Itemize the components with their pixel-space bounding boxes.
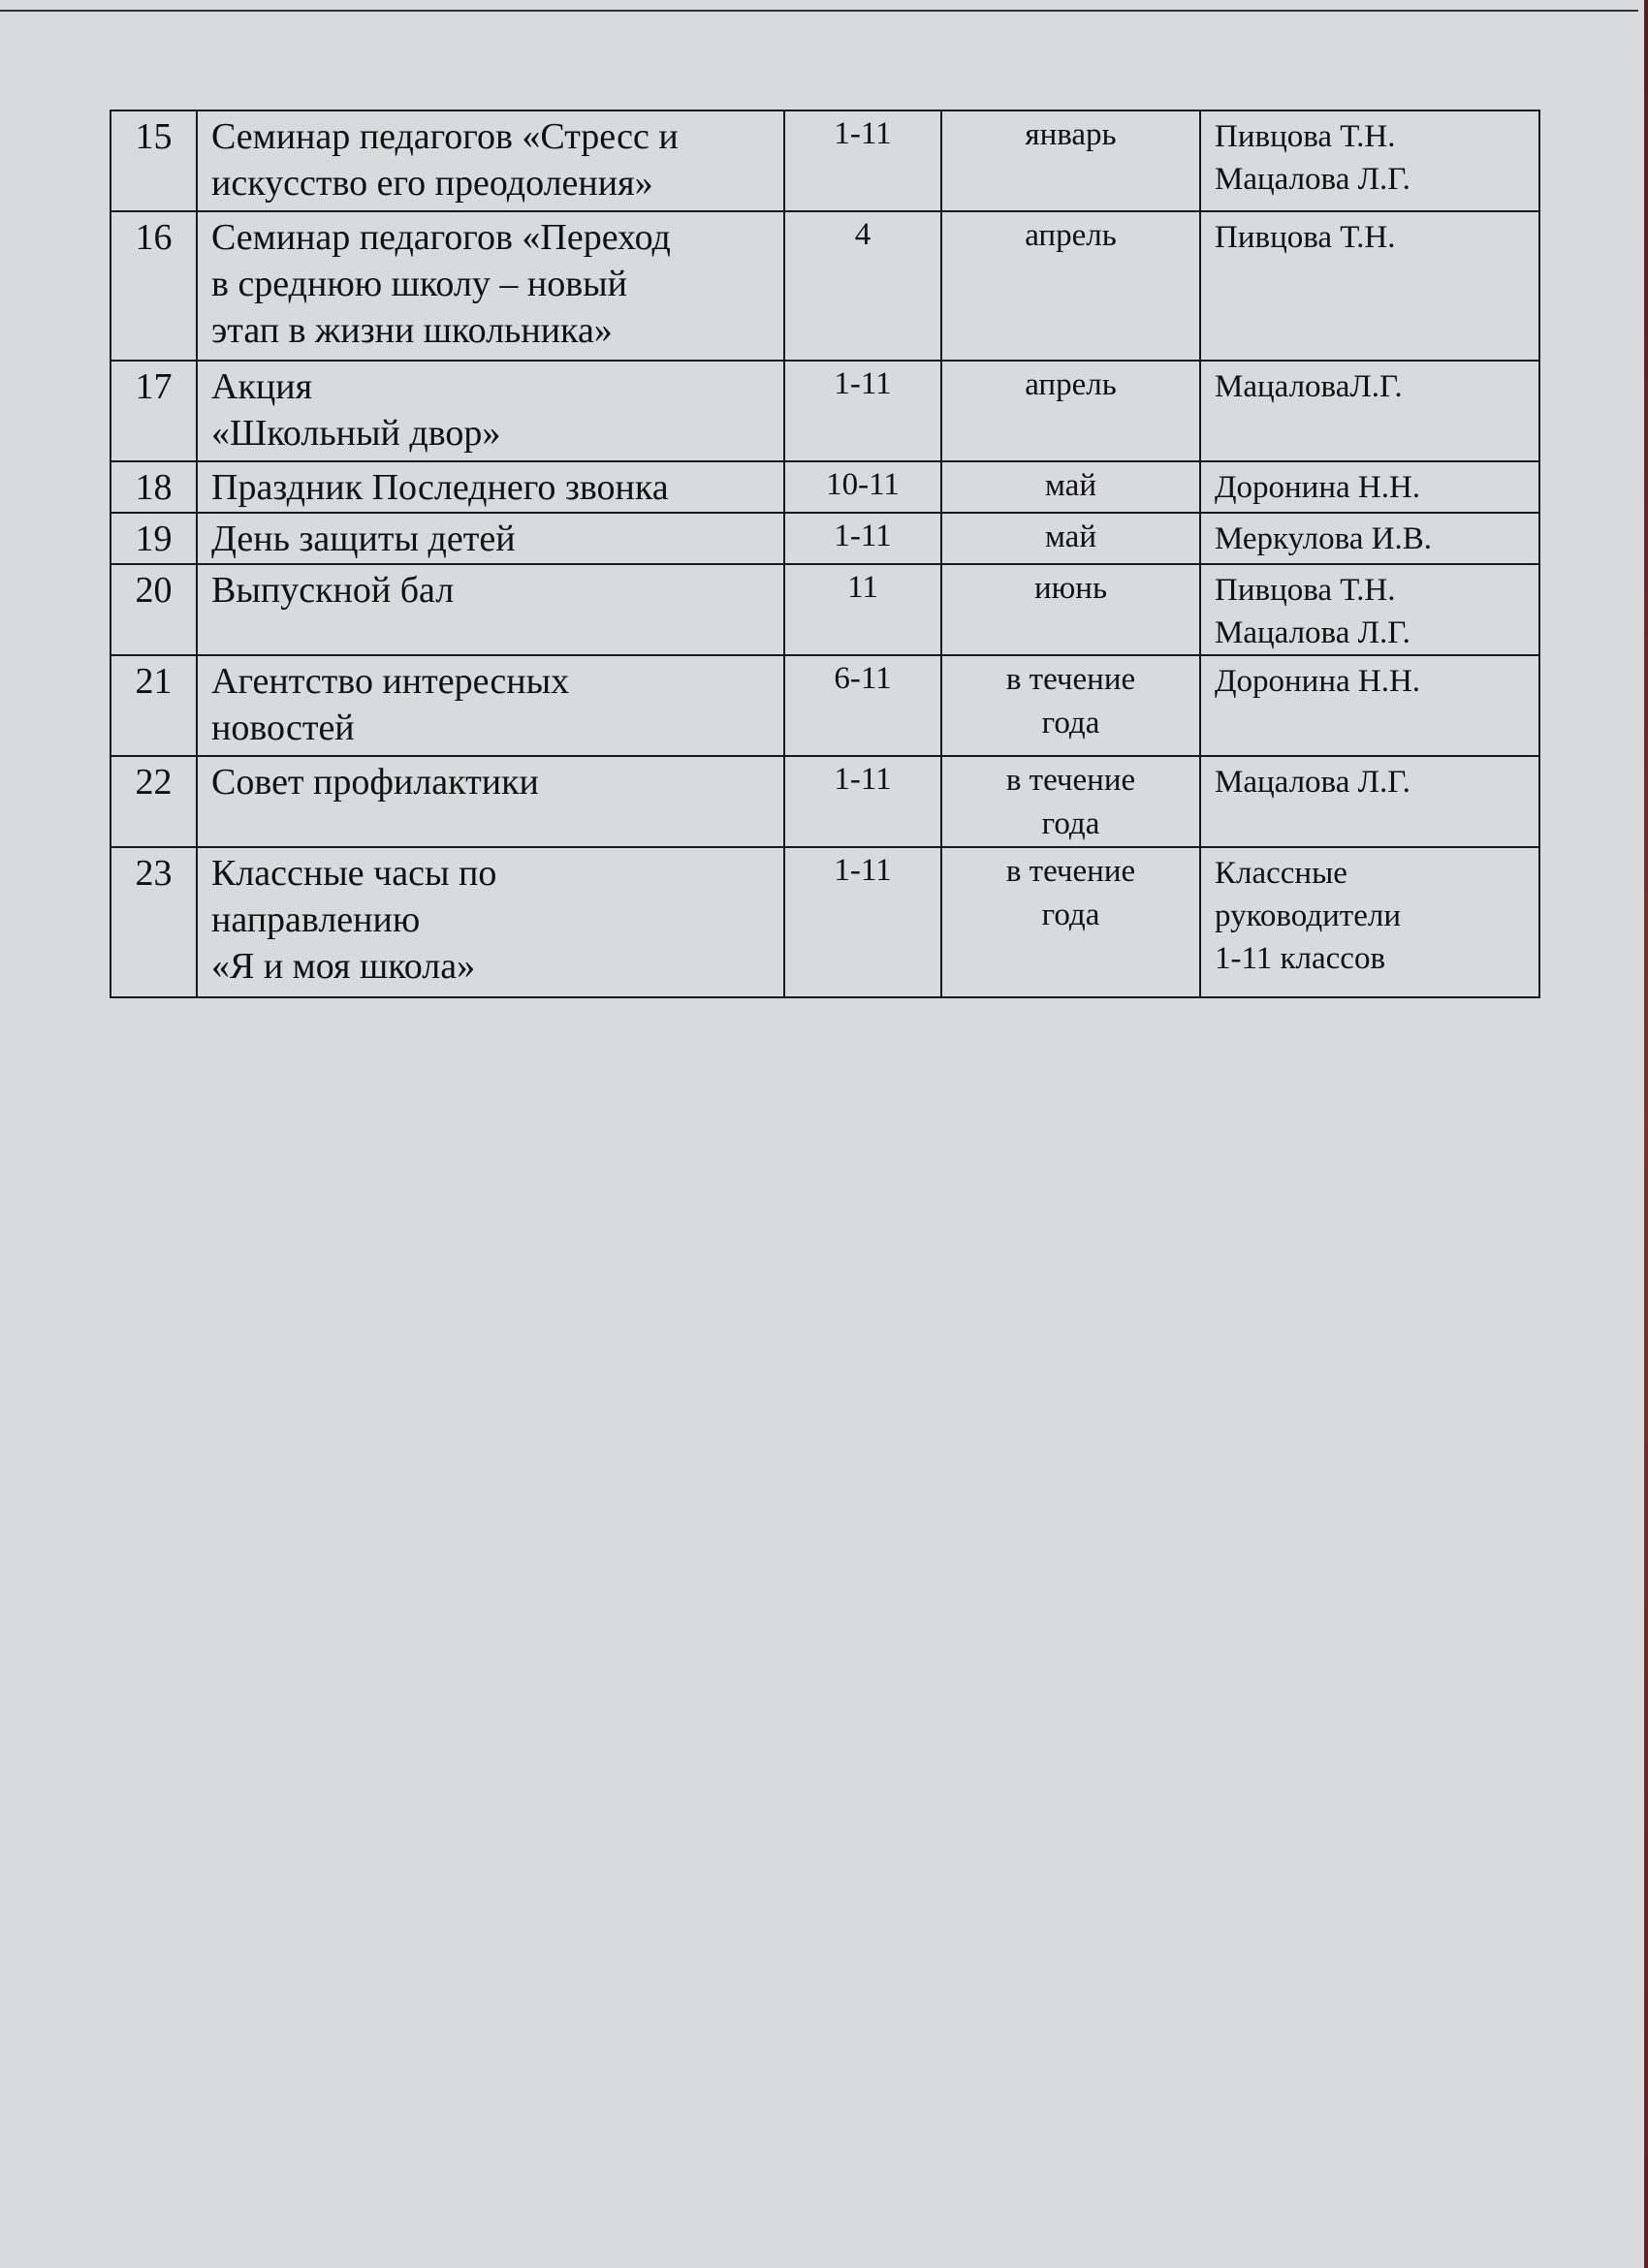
table-row bbox=[111, 461, 1539, 513]
row-number: 20 bbox=[111, 564, 197, 655]
period-cell bbox=[941, 756, 1200, 847]
period-cell bbox=[941, 361, 1200, 461]
event-title-line: Праздник Последнего звонка bbox=[211, 467, 669, 508]
grades-cell: 1-11 bbox=[784, 361, 941, 461]
grades-cell: 1-11 bbox=[784, 513, 941, 564]
table-row bbox=[111, 655, 1539, 756]
responsible-line: Пивцова Т.Н. bbox=[1215, 220, 1396, 255]
period-cell bbox=[941, 211, 1200, 361]
event-title-line: Классные часы по bbox=[211, 853, 497, 894]
responsible-line: Доронина Н.Н. bbox=[1215, 470, 1421, 505]
row-number: 23 bbox=[111, 847, 197, 997]
table-row bbox=[111, 847, 1539, 997]
responsible-cell bbox=[1200, 564, 1539, 655]
event-title-line: Агентство интересных bbox=[211, 661, 570, 702]
responsible-line: Пивцова Т.Н. bbox=[1215, 119, 1396, 154]
table-row bbox=[111, 564, 1539, 655]
event-title bbox=[197, 564, 784, 655]
responsible-line: Доронина Н.Н. bbox=[1215, 664, 1421, 699]
period-line: в течение bbox=[1005, 854, 1136, 889]
event-title-line: направлению bbox=[211, 899, 421, 940]
event-title-line: «Школьный двор» bbox=[211, 413, 501, 454]
period-cell bbox=[941, 461, 1200, 513]
period-cell bbox=[941, 110, 1200, 211]
event-title-line: День защиты детей bbox=[211, 519, 516, 559]
table-row bbox=[111, 513, 1539, 564]
responsible-line: 1-11 классов bbox=[1215, 941, 1386, 976]
event-title bbox=[197, 211, 784, 361]
top-rule bbox=[0, 10, 1638, 12]
row-number: 21 bbox=[111, 655, 197, 756]
period-line: май bbox=[1045, 520, 1096, 554]
table-row bbox=[111, 361, 1539, 461]
period-line: апрель bbox=[1025, 367, 1117, 402]
period-cell bbox=[941, 513, 1200, 564]
event-title-line: Семинар педагогов «Стресс и bbox=[211, 116, 679, 157]
grades-cell: 1-11 bbox=[784, 110, 941, 211]
responsible-cell bbox=[1200, 756, 1539, 847]
responsible-cell bbox=[1200, 513, 1539, 564]
event-title bbox=[197, 847, 784, 997]
responsible-line: руководители bbox=[1215, 898, 1401, 933]
period-line: в течение bbox=[1005, 662, 1136, 697]
responsible-line: Мацалова Л.Г. bbox=[1215, 615, 1410, 650]
period-cell bbox=[941, 655, 1200, 756]
responsible-cell bbox=[1200, 361, 1539, 461]
period-line: май bbox=[1045, 468, 1096, 503]
table-row bbox=[111, 211, 1539, 361]
period-line: года bbox=[1041, 706, 1100, 740]
event-title bbox=[197, 756, 784, 847]
event-title bbox=[197, 361, 784, 461]
row-number: 15 bbox=[111, 110, 197, 211]
row-number: 16 bbox=[111, 211, 197, 361]
event-title-line: в среднюю школу – новый bbox=[211, 264, 628, 304]
row-number: 18 bbox=[111, 461, 197, 513]
responsible-cell bbox=[1200, 211, 1539, 361]
responsible-cell bbox=[1200, 110, 1539, 211]
period-cell bbox=[941, 564, 1200, 655]
grades-cell: 6-11 bbox=[784, 655, 941, 756]
event-title-line: искусство его преодоления» bbox=[211, 163, 653, 204]
period-line: июнь bbox=[1033, 571, 1108, 606]
grades-cell: 10-11 bbox=[784, 461, 941, 513]
table-row bbox=[111, 110, 1539, 211]
event-title-line: Семинар педагогов «Переход bbox=[211, 217, 671, 258]
responsible-line: Меркулова И.В. bbox=[1215, 521, 1433, 556]
row-number: 17 bbox=[111, 361, 197, 461]
responsible-line: Пивцова Т.Н. bbox=[1215, 573, 1396, 608]
responsible-line: МацаловаЛ.Г. bbox=[1215, 369, 1403, 404]
responsible-cell bbox=[1200, 847, 1539, 997]
grades-cell: 1-11 bbox=[784, 756, 941, 847]
event-title-line: новостей bbox=[211, 708, 355, 748]
event-title bbox=[197, 461, 784, 513]
event-title bbox=[197, 110, 784, 211]
event-title-line: Акция bbox=[211, 366, 313, 407]
event-title bbox=[197, 655, 784, 756]
responsible-line: Мацалова Л.Г. bbox=[1215, 162, 1410, 197]
page-edge bbox=[1644, 0, 1648, 2268]
event-title-line: Совет профилактики bbox=[211, 762, 539, 803]
event-title-line: этап в жизни школьника» bbox=[211, 310, 613, 351]
period-line: года bbox=[1041, 806, 1100, 841]
responsible-cell bbox=[1200, 655, 1539, 756]
responsible-line: Мацалова Л.Г. bbox=[1215, 765, 1410, 800]
grades-cell: 1-11 bbox=[784, 847, 941, 997]
period-line: года bbox=[1041, 898, 1100, 932]
grades-cell: 4 bbox=[784, 211, 941, 361]
period-line: апрель bbox=[1025, 218, 1117, 253]
grades-cell: 11 bbox=[784, 564, 941, 655]
responsible-line: Классные bbox=[1215, 856, 1347, 891]
row-number: 19 bbox=[111, 513, 197, 564]
events-table bbox=[110, 110, 1540, 998]
period-line: январь bbox=[1025, 117, 1117, 152]
event-title bbox=[197, 513, 784, 564]
table-row bbox=[111, 756, 1539, 847]
event-title-line: «Я и моя школа» bbox=[211, 946, 476, 987]
period-line: в течение bbox=[1005, 763, 1136, 798]
row-number: 22 bbox=[111, 756, 197, 847]
responsible-cell bbox=[1200, 461, 1539, 513]
event-title-line: Выпускной бал bbox=[211, 570, 455, 611]
period-cell bbox=[941, 847, 1200, 997]
